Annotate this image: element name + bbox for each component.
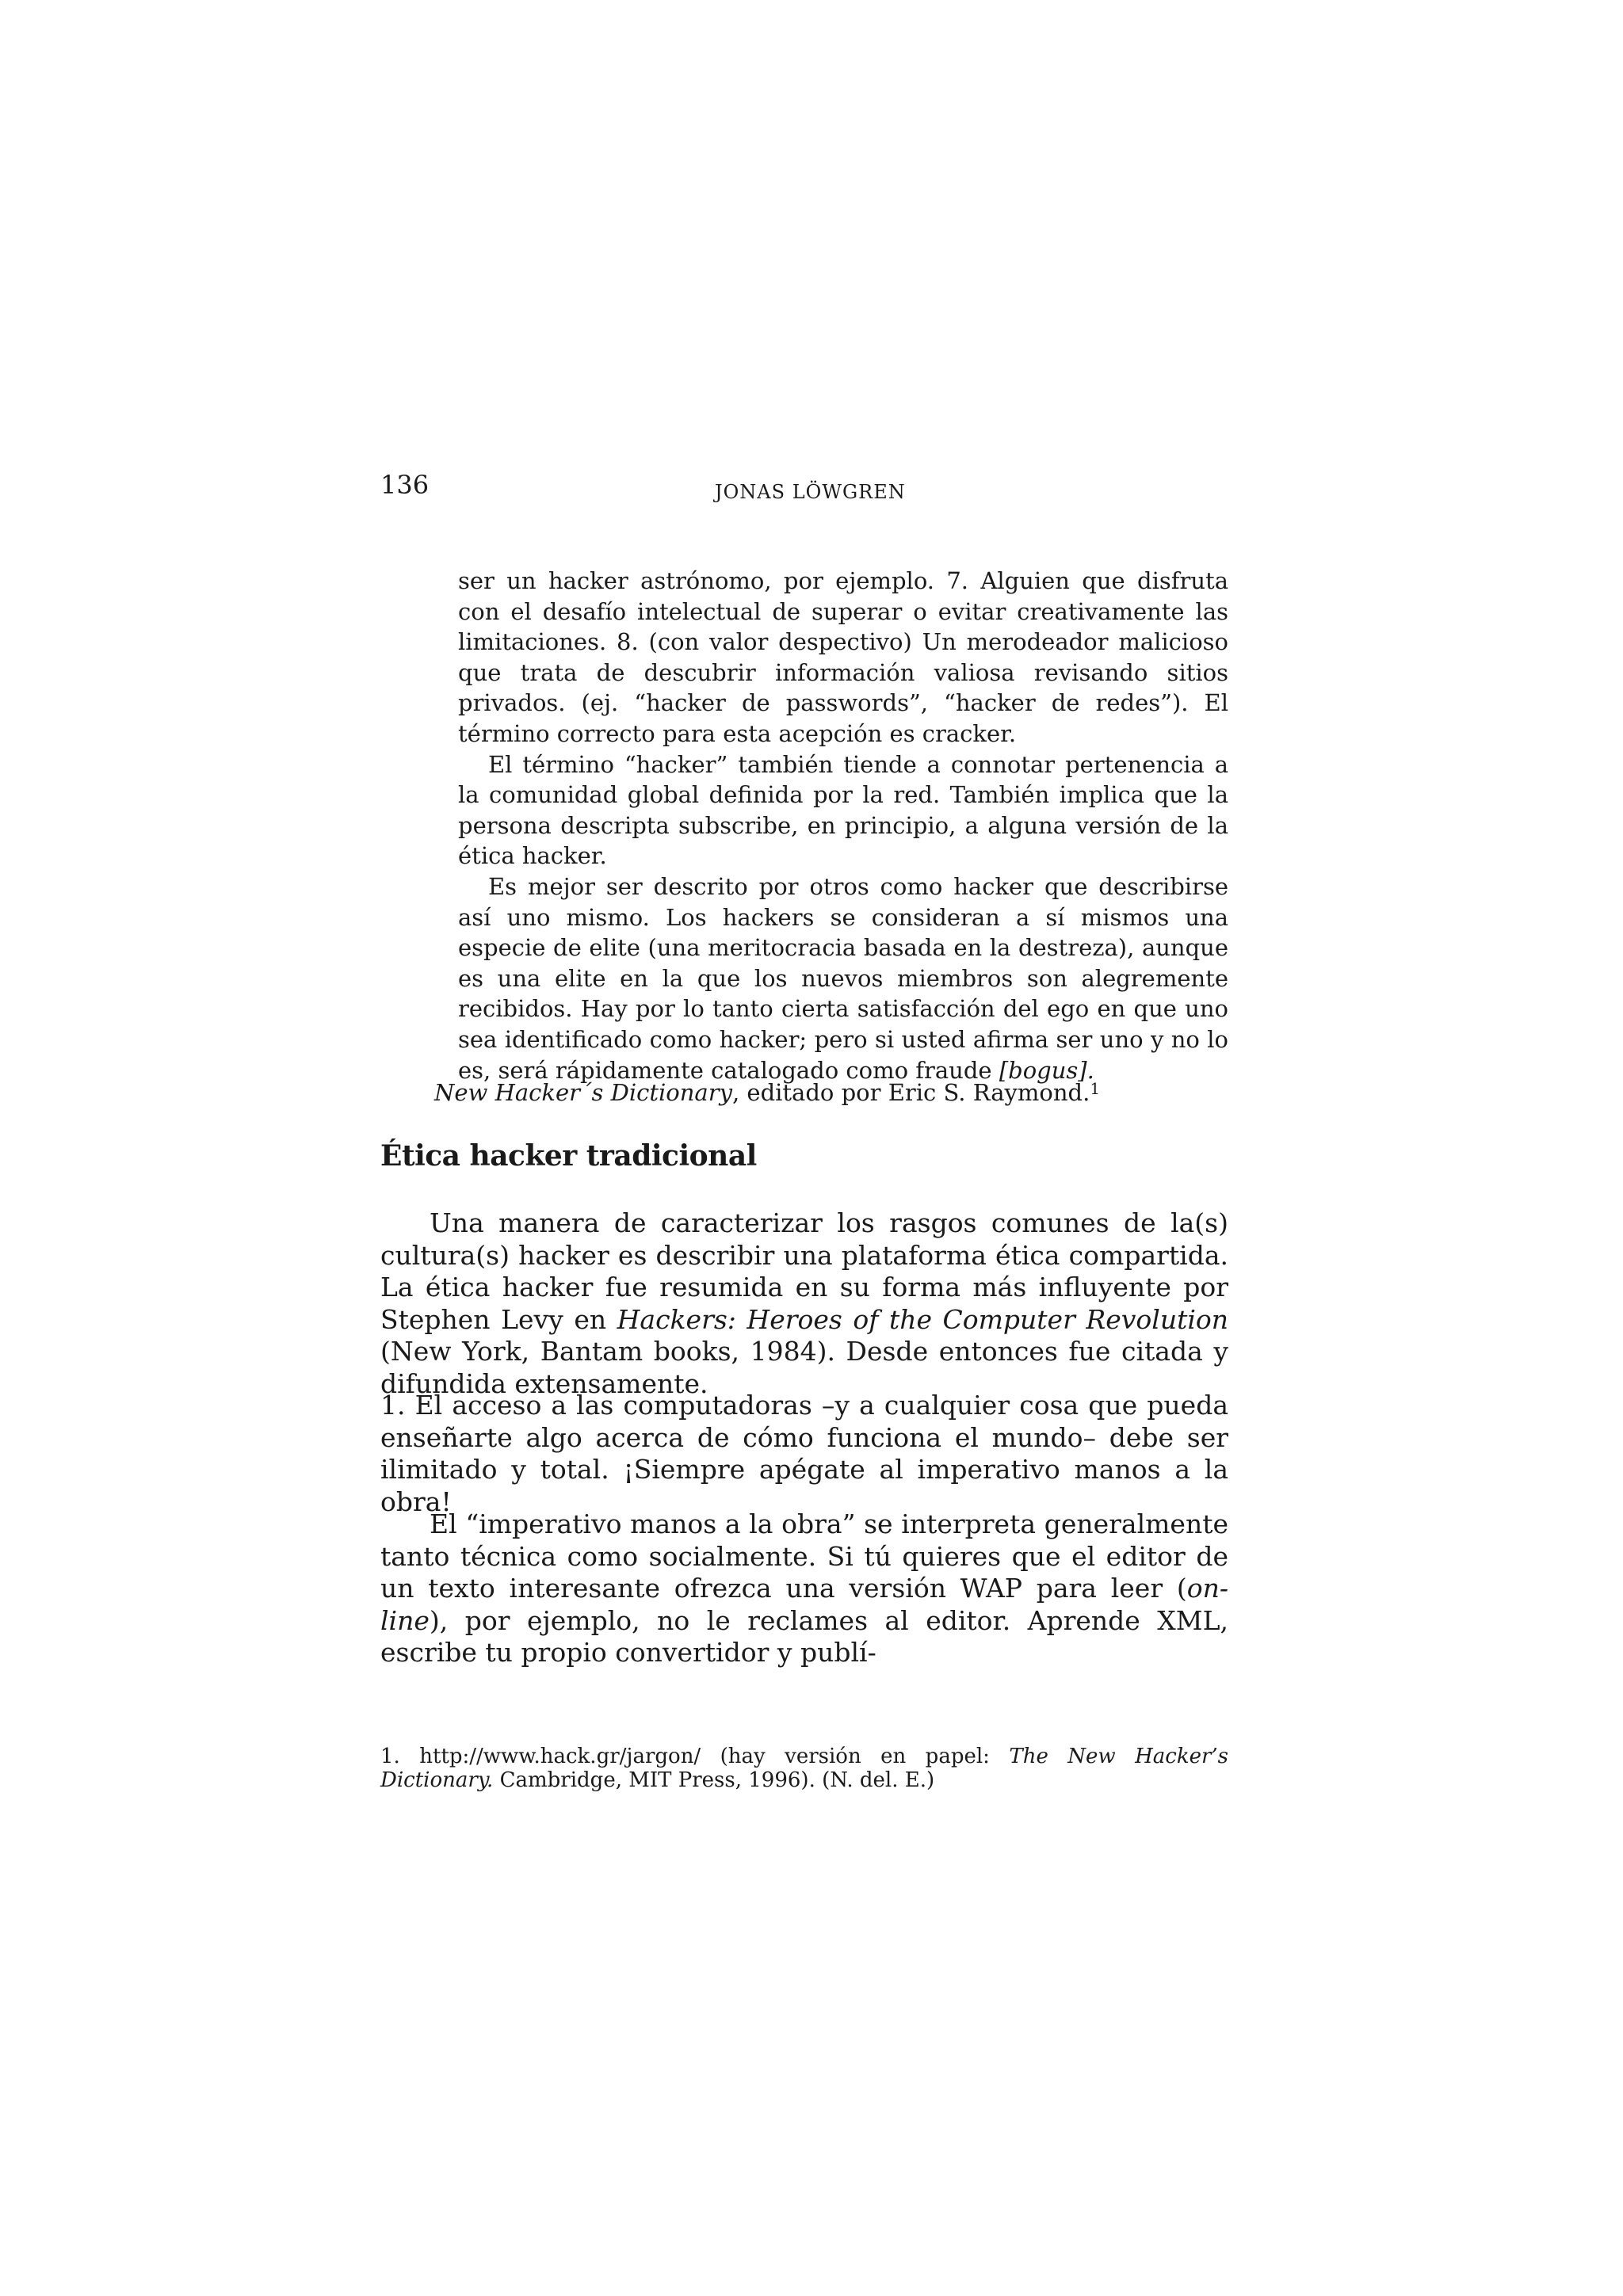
ethic-principle: 1. El acceso a las computadoras –y a cualquier cosa que pueda enseñarte algo acerca de cómo funciona el mundo– debe ser ilimitado y total. ¡Siempre apégate al imperativo manos a la obra! [380,1390,1228,1517]
quote-paragraph [458,871,1228,1085]
footnote [380,1745,1228,1792]
body-text: El “imperativo manos a la obra” se interpreta generalmente tanto técnica como socialmente. Si tú quieres que el editor de un texto interesante ofrezca una versión WAP para leer ( [380,1508,1228,1604]
body-paragraph [380,1508,1228,1669]
quote-attribution [434,1073,1100,1108]
body-paragraph [380,1207,1228,1400]
page-number: 136 [380,470,430,500]
footnote-text: Cambridge, MIT Press, 1996). (N. del. E.) [493,1768,935,1792]
quote-italic-text: [bogus]. [999,1056,1094,1084]
quote-text: Es mejor ser descrito por otros como hacker que describirse así uno mismo. Los hackers se consideran a sí mismos una especie de elite (una meritocracia basada en la destreza), aunque es una elite en la que los nuevos miembros son alegremente recibidos. Hay por lo tanto cierta satisfacción del ego en que uno sea identificado como hacker; pero si usted afirma ser uno y no lo es, será rápidamente catalogado como fraude [458,872,1228,1084]
footnote-reference: 1 [1090,1079,1101,1098]
block-quote [458,566,1228,1085]
attribution-title: New Hacker´s Dictionary [434,1079,732,1106]
body-text: ), por ejemplo, no le reclames al editor. Aprende XML, escribe tu propio convertidor y publí- [380,1604,1228,1668]
body-text: Una manera de caracterizar los rasgos comunes de la(s) cultura(s) hacker es describir una plataforma ética compartida. La ética hacker fue resumida en su forma más influyente por Stephen Levy en [380,1207,1228,1335]
body-text: (New York, Bantam books, 1984). Desde entonces fue citada y difundida extensamente. [380,1336,1228,1399]
italic-term: on-line [380,1573,1228,1636]
running-head: JONAS LÖWGREN [715,481,906,503]
quote-paragraph: El término “hacker” también tiende a connotar pertenencia a la comunidad global definida por la red. También implica que la persona descripta subscribe, en principio, a alguna versión de la ética hacker. [458,750,1228,870]
attribution-text: , editado por Eric S. Raymond. [731,1079,1090,1106]
footnote-text: 1. http://www.hack.gr/jargon/ (hay versión en papel: [380,1745,1010,1768]
section-heading: Ética hacker tradicional [380,1139,757,1173]
footnote-book-title: The New Hacker’s Dictionary. [380,1745,1228,1792]
quote-paragraph: ser un hacker astrónomo, por ejemplo. 7. Alguien que disfruta con el desafío intelectual de superar o evitar creativamente las limitaciones. 8. (con valor despectivo) Un merodeador malicioso que trata de descubrir información valiosa revisando sitios privados. (ej. “hacker de passwords”, “hacker de redes”). El término correcto para esta acepción es cracker. [458,567,1228,747]
book-title: Hackers: Heroes of the Computer Revolution [617,1303,1229,1335]
